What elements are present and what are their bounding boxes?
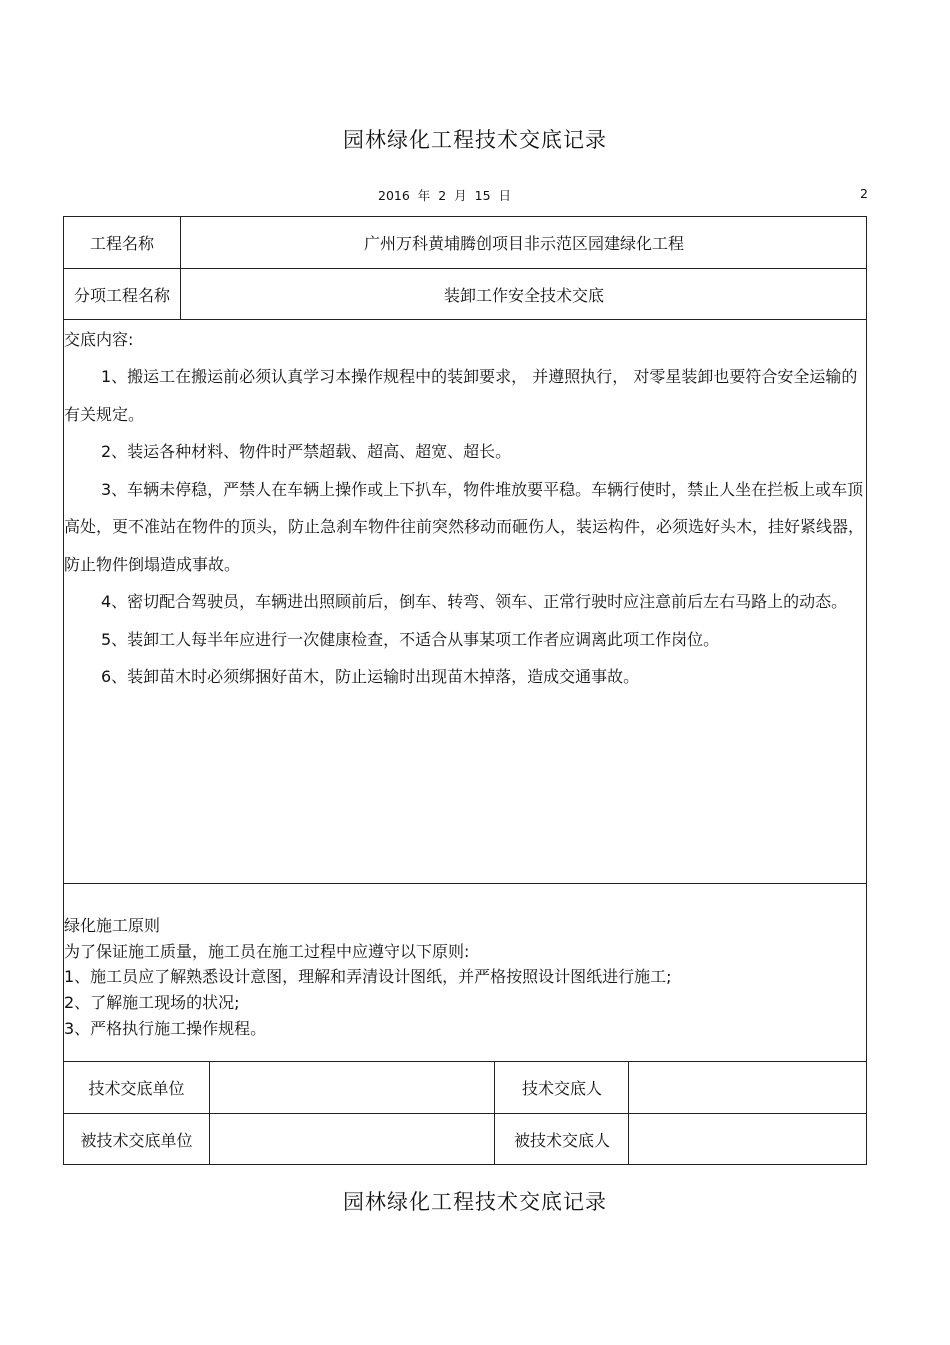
recipient-unit-field[interactable] bbox=[211, 1114, 494, 1165]
principles-intro: 为了保证施工质量，施工员在施工过程中应遵守以下原则: bbox=[64, 941, 470, 961]
recipient-unit-label: 被技术交底单位 bbox=[80, 1131, 193, 1150]
project-name-value: 广州万科黄埔腾创项目非示范区园建绿化工程 bbox=[363, 234, 684, 253]
greening-principles bbox=[64, 913, 864, 1042]
project-name-label: 工程名称 bbox=[89, 234, 154, 253]
sub-project-value: 装卸工作安全技术交底 bbox=[443, 285, 604, 305]
principle-item: 1、施工员应了解熟悉设计意图，理解和弄清设计图纸，并严格按照设计图纸进行施工; bbox=[64, 967, 672, 987]
tech-unit-field[interactable] bbox=[211, 1062, 494, 1113]
page-number: 2 bbox=[860, 186, 868, 201]
row-divider bbox=[63, 883, 867, 884]
record-date: 2016 年 2 月 15 日 bbox=[378, 188, 512, 203]
content-item: 5、装卸工人每半年应进行一次健康检查，不适合从事某项工作者应调离此项工作岗位。 bbox=[101, 629, 720, 649]
content-item: 6、装卸苗木时必须绑捆好苗木，防止运输时出现苗木掉落，造成交通事故。 bbox=[101, 667, 640, 686]
page-title: 园林绿化工程技术交底记录 bbox=[343, 128, 607, 152]
row-divider bbox=[63, 319, 867, 320]
recipient-person-label: 被技术交底人 bbox=[513, 1131, 610, 1150]
sub-project-label: 分项工程名称 bbox=[73, 285, 170, 305]
column-divider bbox=[209, 1061, 210, 1165]
content-heading: 交底内容: bbox=[64, 330, 134, 349]
content-item: 4、密切配合驾驶员，车辆进出照顾前后，倒车、转弯、领车、正常行驶时应注意前后左右马路上的动态。 bbox=[101, 592, 848, 611]
tech-person-label: 技术交底人 bbox=[521, 1079, 602, 1098]
content-item: 1、搬运工在搬运前必须认真学习本操作规程中的装卸要求， 并遵照执行， 对零星装卸也要符合安全运输的有关规定。 bbox=[64, 367, 858, 424]
next-page-title: 园林绿化工程技术交底记录 bbox=[343, 1190, 607, 1214]
principles-heading: 绿化施工原则 bbox=[64, 916, 161, 935]
content-item: 3、车辆未停稳，严禁人在车辆上操作或上下扒车，物件堆放要平稳。车辆行使时，禁止人坐在拦板上或车顶高处，更不准站在物件的顶头，防止急刹车物件往前突然移动而砸伤人，装运构件，必须选好头木，挂好紧线器，防止物件倒塌造成事故。 bbox=[64, 479, 865, 574]
principle-item: 3、严格执行施工操作规程。 bbox=[64, 1018, 267, 1038]
tech-person-field[interactable] bbox=[630, 1062, 866, 1113]
disclosure-content bbox=[64, 326, 864, 696]
column-divider bbox=[494, 1061, 495, 1165]
column-divider bbox=[180, 216, 181, 319]
content-item: 2、装运各种材料、物件时严禁超载、超高、超宽、超长。 bbox=[101, 442, 512, 461]
column-divider bbox=[628, 1061, 629, 1165]
principle-item: 2、了解施工现场的状况; bbox=[64, 993, 240, 1013]
tech-unit-label: 技术交底单位 bbox=[88, 1079, 185, 1098]
recipient-person-field[interactable] bbox=[630, 1114, 866, 1165]
